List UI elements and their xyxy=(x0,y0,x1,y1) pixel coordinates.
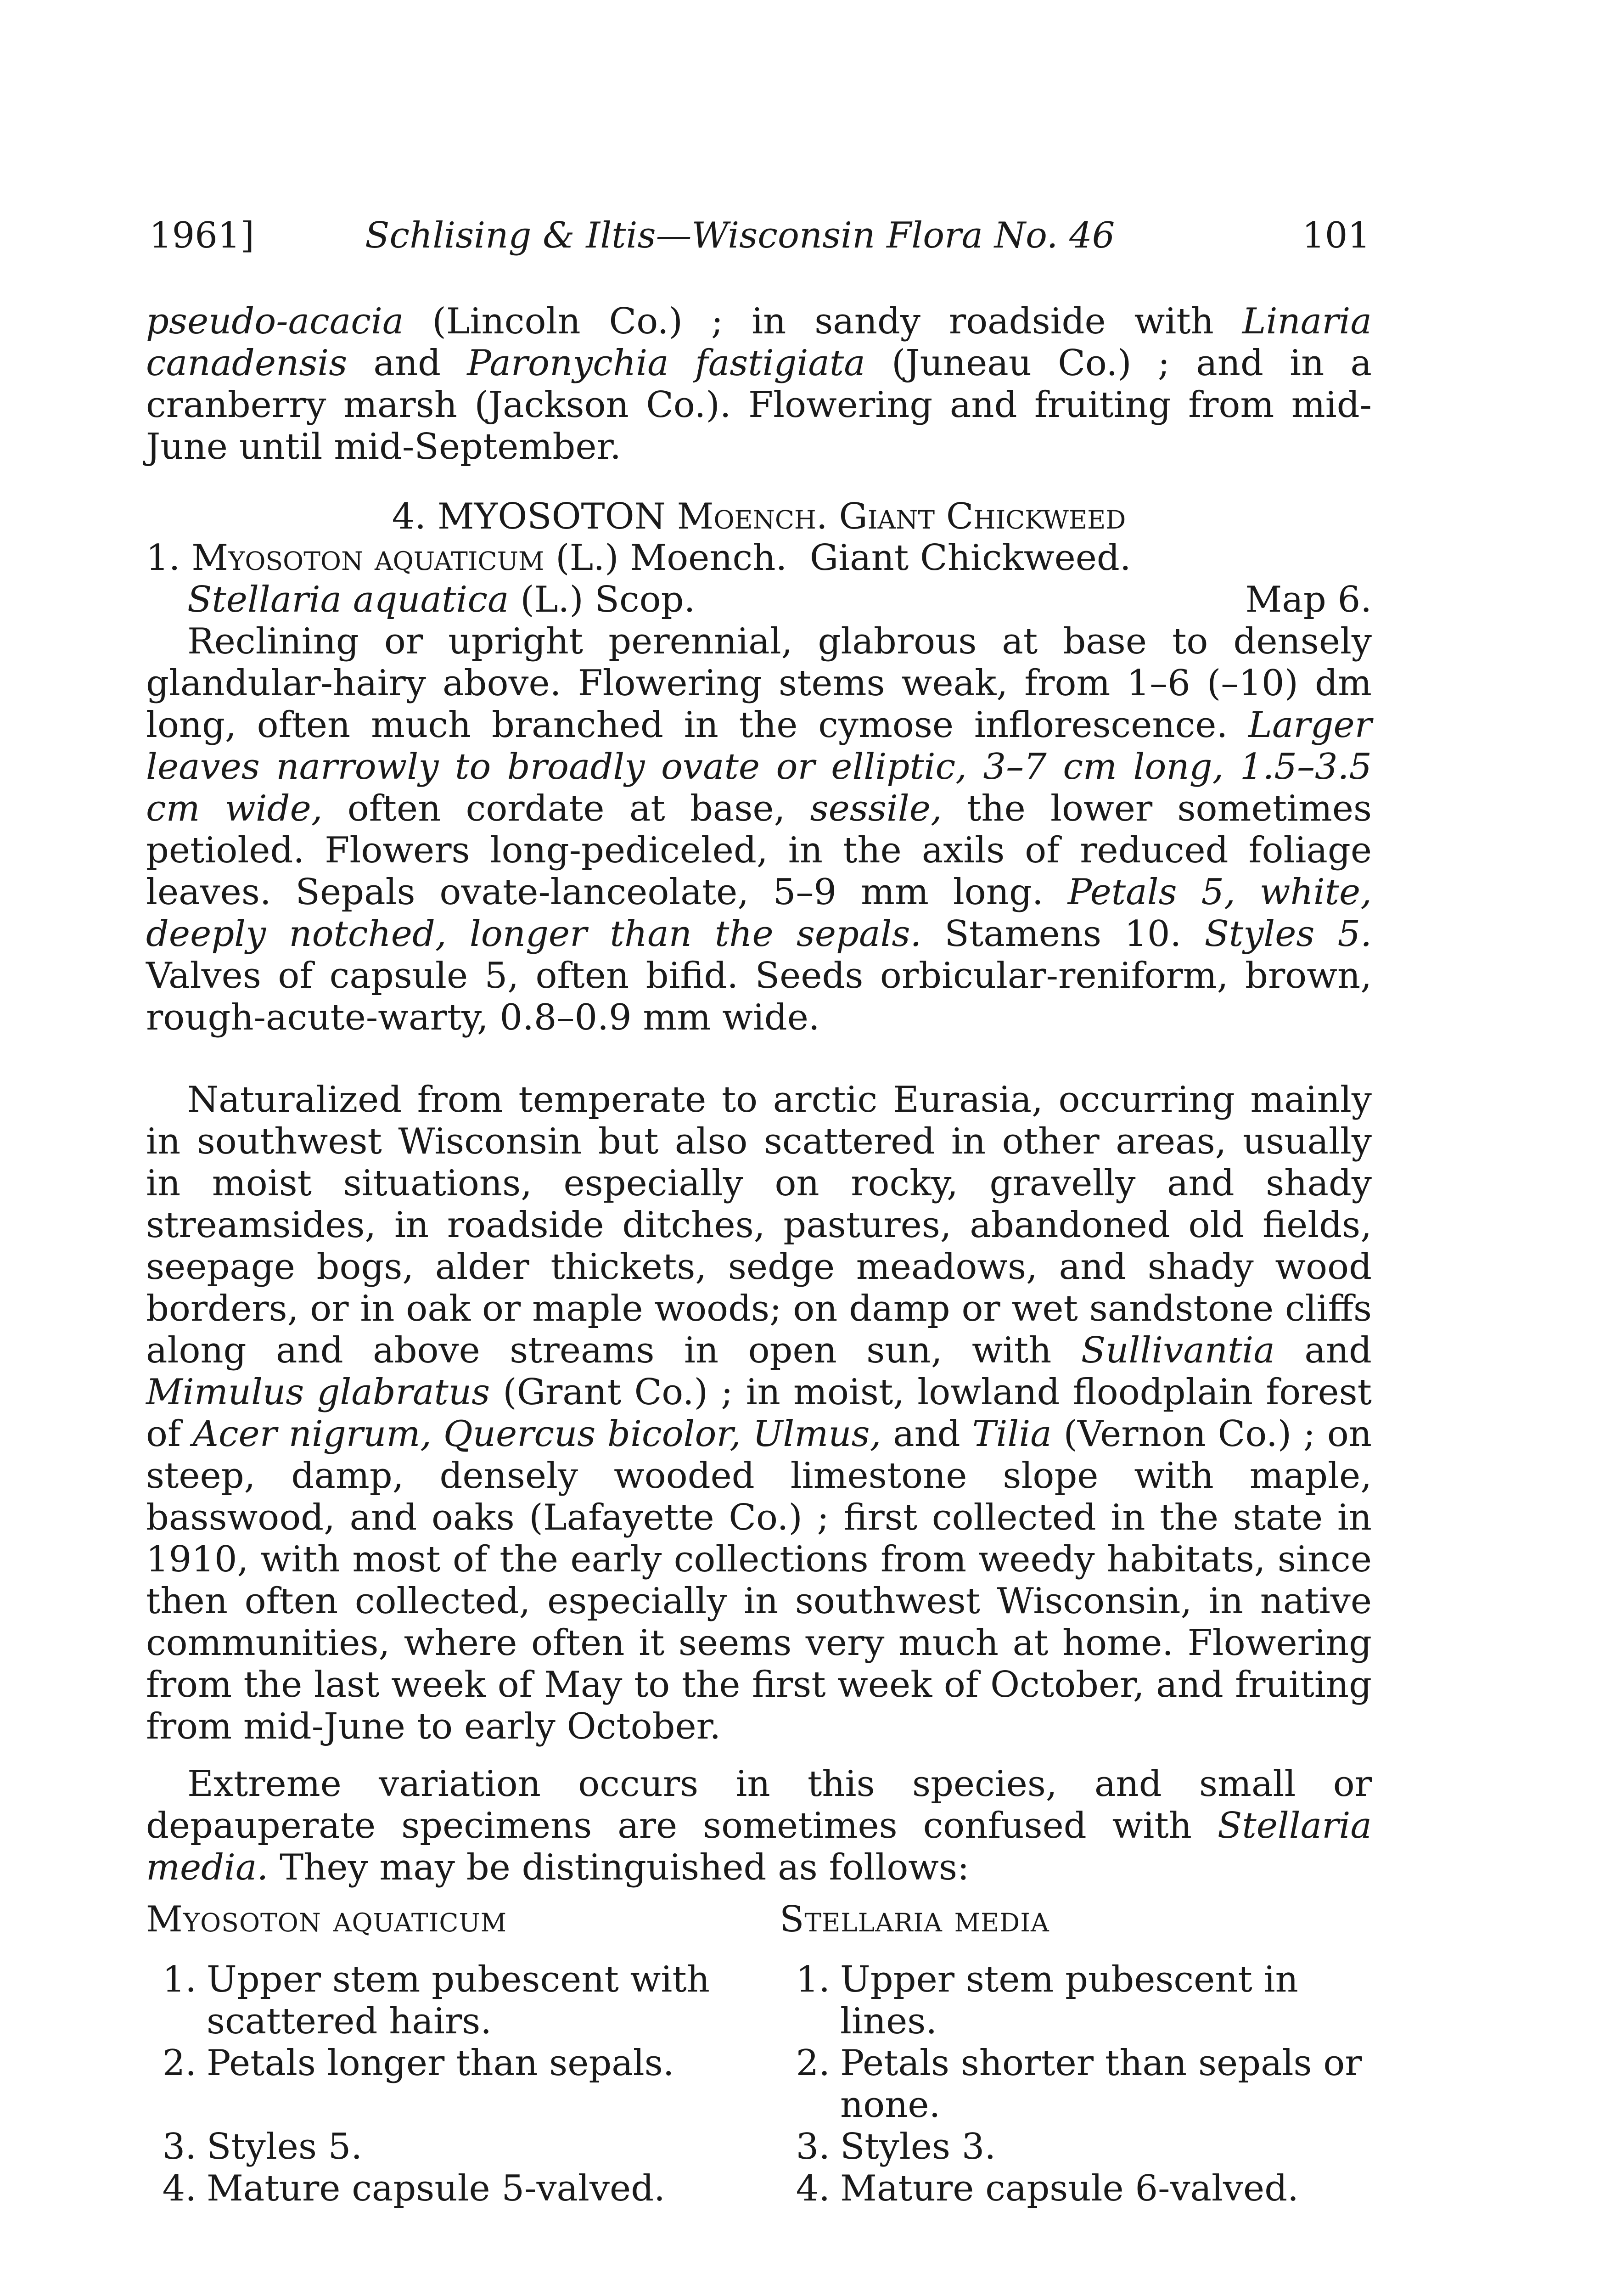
text-span: (Vernon Co.) ; on steep, damp, densely wooded limestone slope with maple, basswood, and oaks (Lafayette Co.) ; first collected in the state in 1910, with most of the early collections from weedy habitats, since then often collected, especially in southwest Wisconsin, in native communities, where often it seems very much at home. Flowering from the last week of May to the first week of October, and fruiting from mid-June to early October. xyxy=(146,1413,1372,1747)
list-item xyxy=(146,1959,738,2043)
text-span: and xyxy=(347,343,467,384)
text-span: Naturalized from temperate to arctic Eurasia, occurring mainly in southwest Wisconsin but also scattered in other areas, usually in moist situations, especially on rocky, gravelly and shady streamsides, in roadside ditches, pastures, abandoned old fields, seepage bogs, alder thickets, sedge meadows, and shady wood borders, or in oak or maple woods; on damp or wet sandstone cliffs along and above streams in open sun, with xyxy=(146,1079,1372,1371)
species-number: 1. xyxy=(146,537,180,579)
genus-author: Moench. xyxy=(677,496,828,537)
item-number: 1. xyxy=(162,1959,196,2000)
column-heading: Myosoton aquaticum xyxy=(146,1899,507,1940)
text-span: Linaria canadensis xyxy=(146,301,1372,384)
genus-common-name: Giant Chickweed xyxy=(839,496,1126,537)
item-number: 4. xyxy=(796,2168,830,2209)
item-text: Styles 3. xyxy=(840,2126,996,2167)
text-span: Petals 5, white, deeply notched, longer than the sepals. xyxy=(146,872,1372,955)
item-number: 3. xyxy=(796,2126,830,2167)
header-year: 1961] xyxy=(149,215,254,256)
species-common-name: Giant Chickweed. xyxy=(809,537,1131,579)
text-span: Valves of capsule 5, often bifid. Seeds orbicular-reniform, brown, rough-acute-warty, 0.8–0.9 mm wide. xyxy=(146,955,1372,1038)
continuation-paragraph xyxy=(146,301,1372,468)
item-text: Petals shorter than sepals or none. xyxy=(840,2043,1362,2126)
text-span: (Juneau Co.) ; and in a cranberry marsh (Jackson Co.). Flowering and fruiting from mid-June until mid-September. xyxy=(146,343,1372,467)
item-number: 2. xyxy=(796,2043,830,2084)
text-span: Paronychia fastigiata xyxy=(467,343,865,384)
text-span: Mimulus glabratus xyxy=(146,1372,490,1413)
text-span: sessile, xyxy=(810,788,942,829)
text-span: Larger leaves narrowly to broadly ovate or elliptic, 3–7 cm long, 1.5–3.5 cm wide, xyxy=(146,704,1372,829)
item-text: Styles 5. xyxy=(207,2126,363,2167)
text-span: Acer nigrum, Quercus bicolor, Ulmus, xyxy=(192,1413,881,1455)
text-span: Styles 5. xyxy=(1204,913,1372,955)
synonym-line xyxy=(187,579,1372,621)
page-number: 101 xyxy=(1302,215,1370,256)
item-number: 4. xyxy=(162,2168,196,2209)
item-number: 3. xyxy=(162,2126,196,2167)
description-paragraph xyxy=(146,621,1372,1039)
item-text: Mature capsule 6-valved. xyxy=(840,2168,1299,2209)
list-item xyxy=(780,2126,1372,2168)
text-span: the lower sometimes petioled. Flowers long-pediceled, in the axils of reduced foliage leaves. Sepals ovate-lanceolate, 5–9 mm long. xyxy=(146,788,1372,913)
species-author: (L.) Moench. xyxy=(556,537,787,579)
text-span: and xyxy=(881,1413,972,1455)
genus-name: MYOSOTON xyxy=(437,496,666,537)
text-span: (Lincoln Co.) ; in sandy roadside with xyxy=(404,301,1242,342)
text-span: Tilia xyxy=(972,1413,1052,1455)
synonym-name: Stellaria aquatica xyxy=(187,579,509,620)
item-text: Upper stem pubescent in lines. xyxy=(840,1959,1298,2042)
list-item xyxy=(146,2043,738,2084)
text-span: often cordate at base, xyxy=(322,788,810,829)
distribution-paragraph xyxy=(146,1079,1372,1748)
list-item xyxy=(780,2043,1372,2126)
variation-paragraph xyxy=(146,1763,1372,1889)
list-item xyxy=(146,2168,738,2210)
item-number: 1. xyxy=(796,1959,830,2000)
synonym-author: (L.) Scop. xyxy=(520,579,696,620)
list-item xyxy=(780,2168,1372,2210)
text-span: Reclining or upright perennial, glabrous at base to densely glandular-hairy above. Flowering stems weak, from 1–6 (–10) dm long, often much branched in the cymose inflorescence. xyxy=(146,621,1372,746)
text-span: Extreme variation occurs in this species, and small or depauperate specimens are sometimes confused with xyxy=(146,1763,1372,1846)
text-span: Stamens 10. xyxy=(921,913,1205,955)
running-header xyxy=(149,215,1370,261)
header-title: Schlising & Iltis—Wisconsin Flora No. 46 xyxy=(365,215,1115,256)
text-span: and xyxy=(1274,1330,1372,1371)
item-text: Mature capsule 5-valved. xyxy=(207,2168,665,2209)
comparison-column-left xyxy=(146,1899,738,2210)
text-span: Stellaria media. xyxy=(146,1805,1372,1888)
text-span: Sullivantia xyxy=(1081,1330,1275,1371)
genus-heading xyxy=(146,496,1372,538)
item-number: 2. xyxy=(162,2043,196,2084)
species-heading xyxy=(146,537,1372,579)
genus-number: 4. xyxy=(392,496,427,537)
comparison-table xyxy=(146,1899,1372,2229)
text-span: (Grant Co.) ; in moist, lowland floodplain forest of xyxy=(146,1372,1372,1455)
species-name: Myosoton aquaticum xyxy=(191,537,544,579)
item-text: Petals longer than sepals. xyxy=(207,2043,674,2084)
column-heading: Stellaria media xyxy=(780,1899,1049,1940)
list-item xyxy=(780,1959,1372,2043)
map-reference: Map 6. xyxy=(1245,579,1372,620)
text-span: They may be distinguished as follows: xyxy=(268,1847,970,1888)
text-span: pseudo-acacia xyxy=(146,301,404,342)
list-item xyxy=(146,2126,738,2168)
comparison-column-right xyxy=(780,1899,1372,2210)
item-text: Upper stem pubescent with scattered hairs. xyxy=(207,1959,710,2042)
